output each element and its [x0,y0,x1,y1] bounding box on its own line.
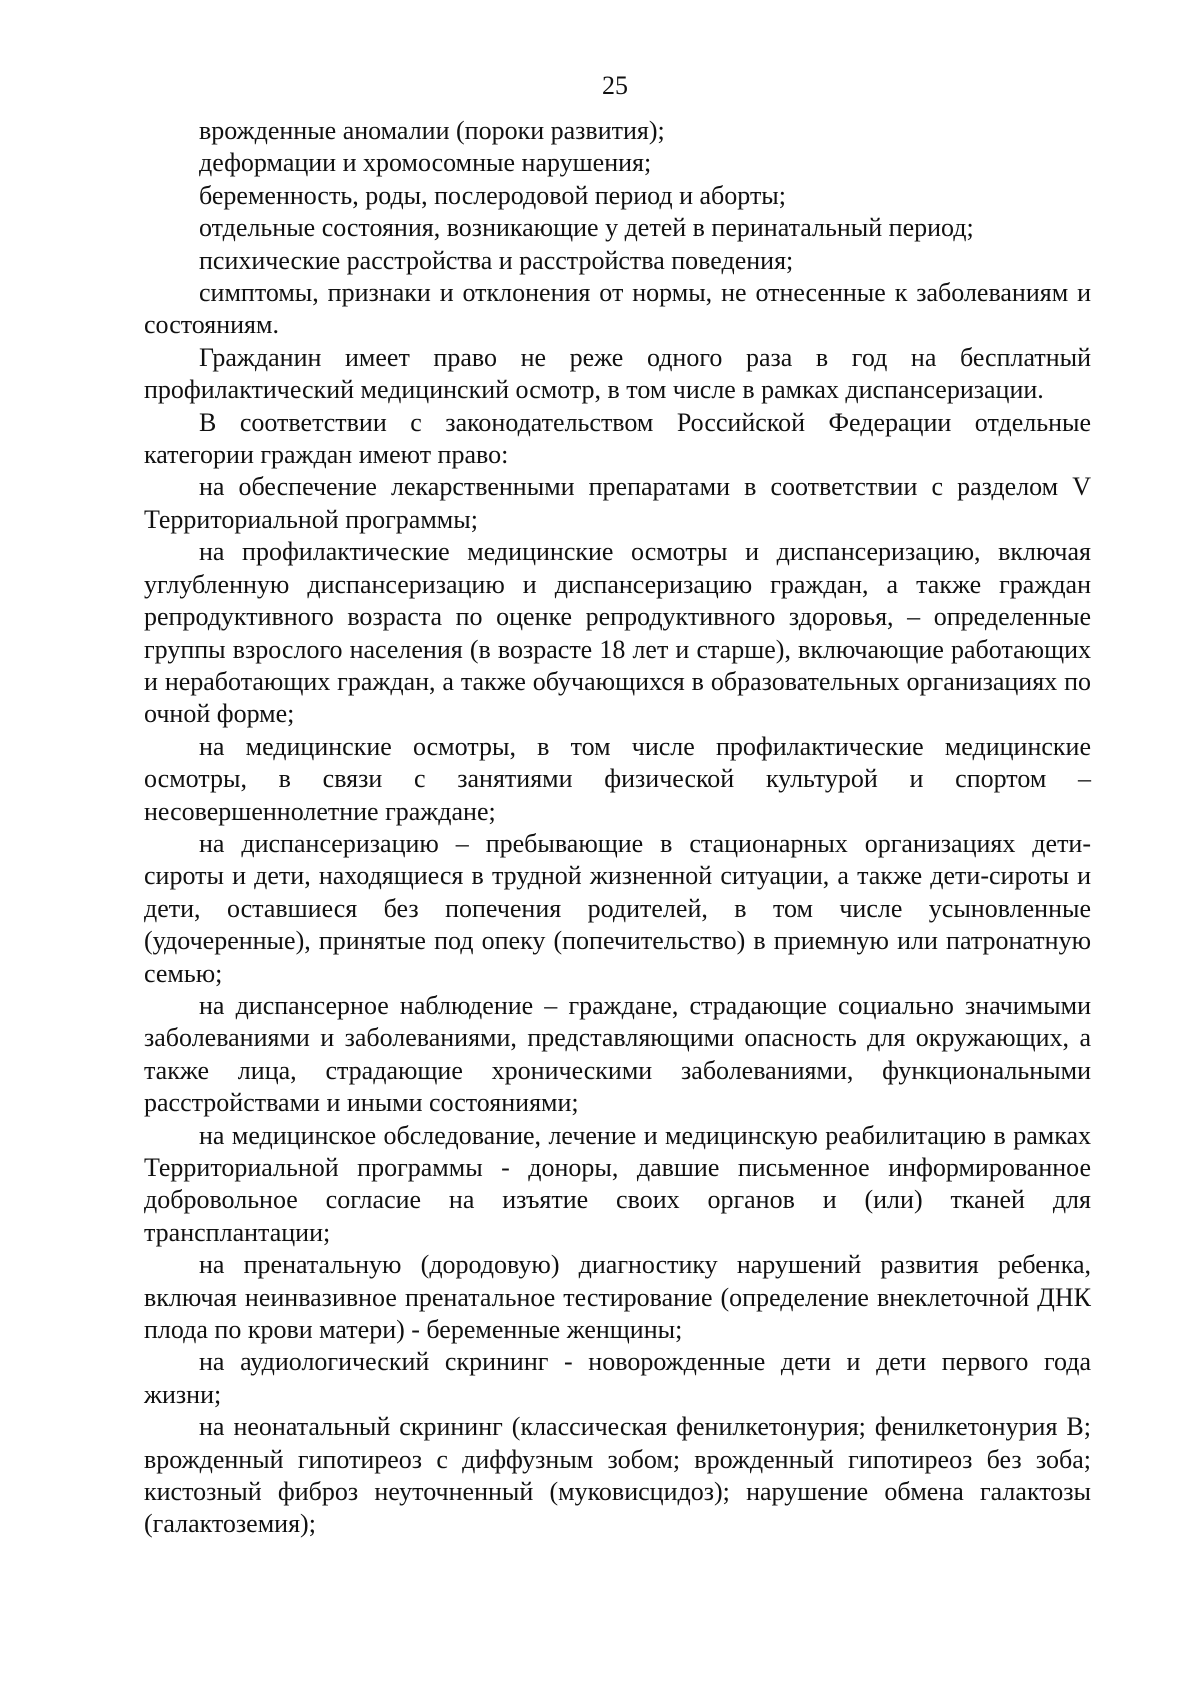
paragraph: беременность, роды, послеродовой период и аборты; [199,180,786,210]
paragraph: на обеспечение лекарственными препаратами в соответствии с разделом V Территориальной программы; [144,472,1091,534]
paragraph: на медицинское обследование, лечение и медицинскую реабилитацию в рамках Территориальной программы - доноры, давшие письменное информированное добровольное согласие на изъятие своих органов и (или) тканей для трансплантации; [144,1120,1091,1247]
paragraph: на профилактические медицинские осмотры и диспансеризацию, включая углубленную диспансеризацию и диспансеризацию граждан, а также граждан репродуктивного возраста по оценке репродуктивного здоровья, – определенные группы взрослого населения (в возрасте 18 лет и старше), включающие работающих и неработающих граждан, а также обучающихся в образовательных организациях по очной форме; [144,537,1091,729]
paragraph: врожденные аномалии (пороки развития); [199,116,665,145]
paragraph: В соответствии с законодательством Российской Федерации отдельные категории граждан имеют право: [144,407,1091,470]
page-number: 25 [602,71,628,100]
paragraph: отдельные состояния, возникающие у детей в перинатальный период; [199,213,974,243]
paragraph: деформации и хромосомные нарушения; [199,148,652,178]
paragraph: на неонатальный скрининг (классическая фенилкетонурия; фенилкетонурия В; врожденный гипотиреоз с диффузным зобом; врожденный гипотиреоз без зоба; кистозный фиброз неуточненный (муковисцидоз); нарушение обмена галактозы (галактоземия); [144,1412,1091,1539]
paragraph: психические расстройства и расстройства поведения; [199,245,794,275]
document-body [144,115,1091,1541]
paragraph: на диспансерное наблюдение – граждане, страдающие социально значимыми заболеваниями и заболеваниями, представляющими опасность для окружающих, а также лица, страдающие хроническими заболеваниями, функциональными расстройствами и иными состояниями; [144,990,1091,1118]
paragraph: на аудиологический скрининг - новорожденные дети и дети первого года жизни; [144,1347,1091,1409]
paragraph: на диспансеризацию – пребывающие в стационарных организациях дети-сироты и дети, находящиеся в трудной жизненной ситуации, а также дети-сироты и дети, оставшиеся без попечения родителей, в том числе усыновленные (удочеренные), принятые под опеку (попечительство) в приемную или патронатную семью; [144,828,1091,988]
paragraph: симптомы, признаки и отклонения от нормы, не отнесенные к заболеваниям и состояниям. [144,278,1091,340]
paragraph: на медицинские осмотры, в том числе профилактические медицинские осмотры, в связи с занятиями физической культурой и спортом – несовершеннолетние граждане; [144,731,1091,826]
paragraph: Гражданин имеет право не реже одного раза в год на бесплатный профилактический медицинский осмотр, в том числе в рамках диспансеризации. [144,342,1091,405]
paragraph: на пренатальную (дородовую) диагностику нарушений развития ребенка, включая неинвазивное пренатальное тестирование (определение внеклеточной ДНК плода по крови матери) - беременные женщины; [144,1250,1091,1345]
